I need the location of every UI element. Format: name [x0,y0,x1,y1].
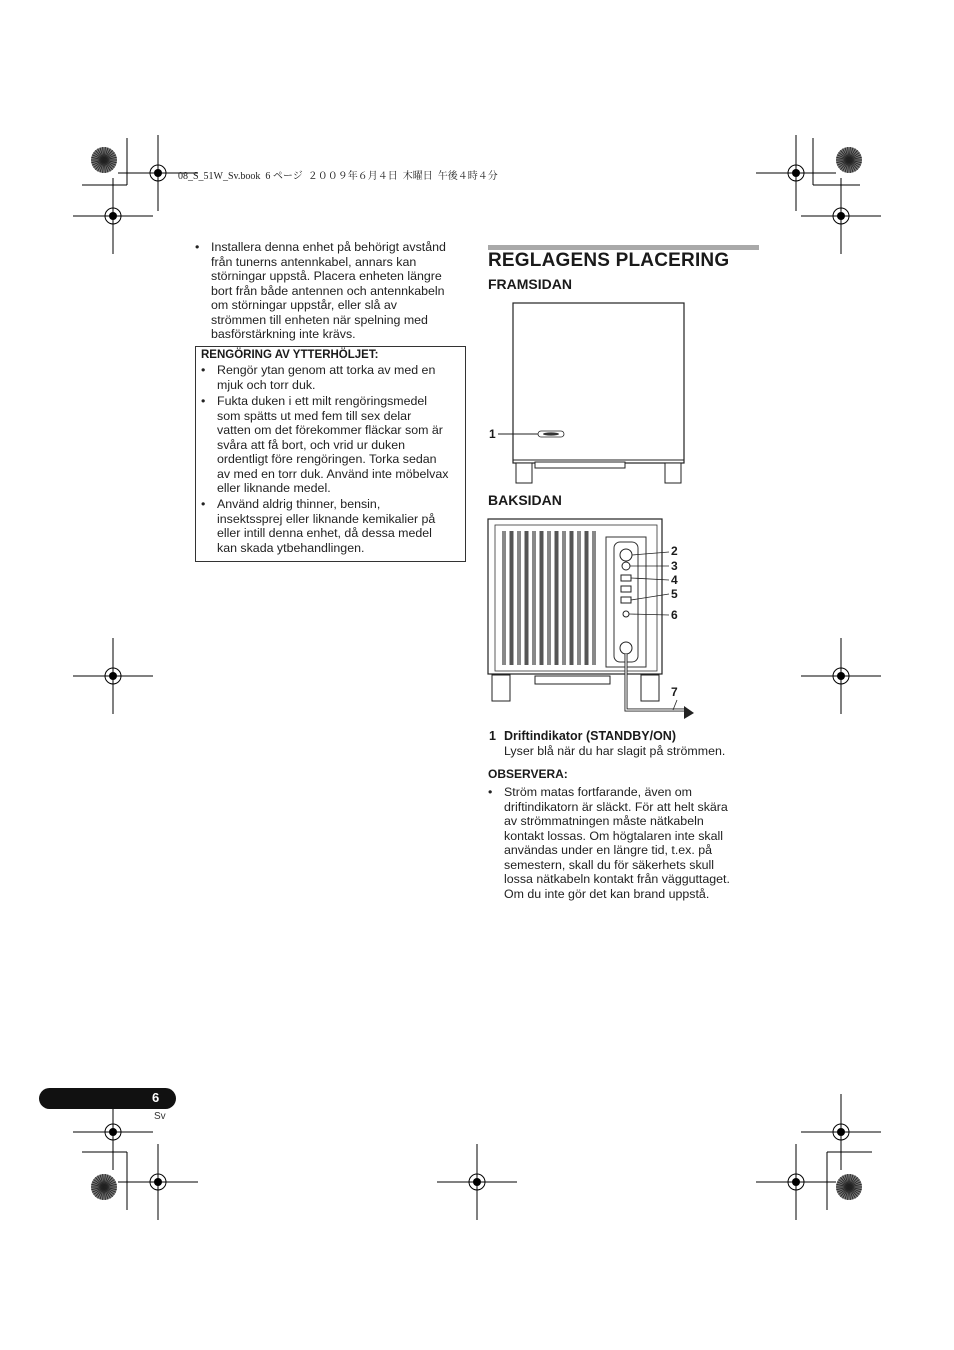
line: eller liknande medel. [217,481,331,495]
cleaning-bullet-1 [201,363,463,393]
line: svåra att få bort, och vrid ur duken [217,437,406,452]
registration-cross-icon [756,135,836,211]
section-title: REGLAGENS PLACERING [488,250,730,271]
bullet-dot: • [195,240,200,254]
heat-sink-fin [547,531,551,665]
line: Ström matas fortfarande, även om [504,785,693,799]
bullet-dot: • [201,363,206,377]
line: kan skada ytbehandlingen. [217,540,365,555]
line: störningar uppstå. Placera enheten längre [211,269,442,283]
bullet-dot: • [201,394,206,408]
bullet-text [217,497,435,555]
heat-sink-fin [502,531,506,665]
cleaning-bullet-3 [201,497,463,557]
heat-sink-fin [532,531,536,665]
page-language: Sv [154,1111,166,1122]
line: av strömmatningen måste nätkabeln [504,814,704,828]
intro-bullet [195,240,470,342]
registration-target-icon [91,147,117,173]
heat-sink-fin [562,531,566,665]
item1-number: 1 [489,729,496,743]
line: av med en torr duk. Använd inte möbelvax [217,466,449,481]
line: Installera denna enhet på behörigt avstånd [211,240,446,254]
line: Fukta duken i ett milt rengöringsmedel [217,394,428,408]
front-panel-illustration [480,298,700,488]
line: eller intill denna enhet, då dessa medel [217,526,432,540]
callout-6: 6 [671,608,678,622]
line: Använd aldrig thinner, bensin, [217,497,381,511]
callout-7: 7 [671,685,678,699]
heat-sink-fin [525,531,529,665]
heat-sink-fin [510,531,514,665]
line: från tunerns antennkabel, annars kan [211,254,417,269]
line: Rengör ytan genom att torka av med en [217,363,436,377]
file-header: 08_S_51W_Sv.book 6 ページ ２００９年６月４日 木曜日 午後４時４分 [178,171,498,182]
back-heading: BAKSIDAN [488,492,562,508]
registration-target-icon [91,1174,117,1200]
bullet-dot: • [488,785,493,799]
callout-4: 4 [671,573,678,587]
note-bullet-text [504,785,730,901]
intro-bullet-text [211,240,446,342]
registration-cross-icon [801,1094,881,1170]
cleaning-box-title: RENGÖRING AV YTTERHÖLJET: [201,349,379,361]
callout-3: 3 [671,559,678,573]
registration-cross-icon [756,1144,836,1220]
registration-cross-icon [118,1144,198,1220]
callout-5: 5 [671,587,678,601]
line: insektssprej eller liknande kemikalier på [217,511,436,526]
line: vatten om det förekommer fläckar som är [217,423,443,437]
note-bullet [488,785,758,903]
line: driftindikatorn är släckt. För att helt skära [504,799,728,814]
heat-sink-fin [592,531,596,665]
bullet-text [217,363,435,392]
item1-title: Driftindikator (STANDBY/ON) [504,729,676,743]
page-number: 6 [152,1090,160,1105]
front-heading: FRAMSIDAN [488,276,572,292]
registration-cross-icon [437,1144,517,1220]
note-title: OBSERVERA: [488,767,568,781]
line: Om du inte gör det kan brand uppstå. [504,886,710,901]
registration-cross-icon [801,638,881,714]
cleaning-bullet-2 [201,394,463,496]
line: basförstärkning inte krävs. [211,327,356,341]
registration-target-icon [836,1174,862,1200]
item1-description: Lyser blå när du har slagit på strömmen. [504,744,726,758]
line: användas under en längre tid, t.ex. på [504,843,713,857]
registration-cross-icon [801,178,881,254]
line: bort från både antennen och antennkabeln [211,283,445,298]
line: om störningar uppstår, eller slå av [211,298,397,312]
registration-target-icon [836,147,862,173]
callout-1: 1 [489,427,496,441]
registration-cross-icon [73,178,153,254]
heat-sink-fin [517,531,521,665]
registration-cross-icon [73,638,153,714]
heat-sink-fin [570,531,574,665]
line: kontakt lossas. Om högtalaren inte skall [504,828,724,843]
line: ordentligt före rengöringen. Torka sedan [217,452,437,466]
heat-sink-fin [540,531,544,665]
line: strömmen till enheten när spelning med [211,312,428,327]
line: som spätts ut med fem till sex delar [217,408,412,423]
line: semestern, skall du för säkerhets skull [504,857,715,872]
bullet-dot: • [201,497,206,511]
callout-2: 2 [671,544,678,558]
heat-sink-fin [585,531,589,665]
bullet-text [217,394,448,496]
line: lossa nätkabeln kontakt från vägguttaget. [504,872,730,886]
heat-sink-fin [577,531,581,665]
line: mjuk och torr duk. [217,377,316,392]
heat-sink-fin [555,531,559,665]
